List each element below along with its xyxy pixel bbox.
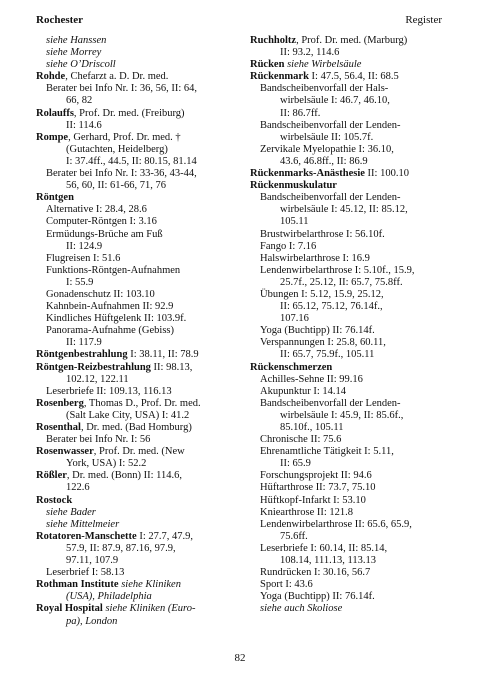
- index-subentry-line: [36, 325, 241, 337]
- index-subentry-line: [36, 83, 241, 95]
- locator-text: 57.9, II: 87.9, 87.16, 97.9,: [66, 542, 176, 554]
- index-subentry-line: [250, 144, 446, 156]
- index-subentry-line: [36, 204, 241, 216]
- cross-reference: pa), London: [66, 615, 118, 627]
- locator-text: II: 98.13,: [150, 361, 193, 373]
- locator-text: I: 38.11, II: 78.9: [127, 349, 199, 361]
- index-entry-line: [36, 603, 241, 615]
- locator-text: II: 117.9: [66, 337, 102, 349]
- locator-text: Ermüdungs-Brüche am Fuß: [46, 228, 163, 240]
- cross-reference: siehe Morrey: [46, 47, 102, 59]
- locator-text: Achilles-Sehne II: 99.16: [260, 373, 363, 385]
- index-column-left: [36, 35, 241, 628]
- locator-text: 85.10f., 105.11: [280, 422, 344, 433]
- locator-text: Kindliches Hüftgelenk II: 103.9f.: [46, 313, 187, 325]
- index-subentry-line: [36, 216, 241, 228]
- locator-text: Chronische II: 75.6: [260, 434, 342, 446]
- index-subentry-line: [250, 132, 446, 144]
- index-term: Rückenmark: [250, 71, 309, 83]
- index-subentry-line: [250, 531, 446, 543]
- locator-text: 25.7f., 25.12, II: 65.7, 75.8ff.: [280, 276, 403, 288]
- index-entry-line: [36, 108, 241, 120]
- index-entry-line: [36, 422, 241, 434]
- running-head-section: Register: [405, 14, 442, 26]
- index-subentry-line: [36, 337, 241, 349]
- running-head: [36, 14, 442, 30]
- locator-text: 108.14, 111.13, 113.13: [280, 555, 376, 567]
- index-subentry-line: [36, 591, 241, 603]
- locator-text: , Dr. med. (Bonn) II: 114.6,: [66, 470, 183, 482]
- index-subentry-line: [36, 374, 241, 386]
- locator-text: Bandscheibenvorfall der Lenden-: [260, 119, 401, 131]
- index-subentry-line: [36, 519, 241, 531]
- locator-text: 43.6, 46.8ff., II: 86.9: [280, 155, 368, 167]
- locator-text: II: 65.7, 75.9f., 105.11: [280, 349, 375, 361]
- index-subentry-line: [250, 337, 446, 349]
- locator-text: 105.11: [280, 216, 309, 228]
- index-subentry-line: [36, 507, 241, 519]
- locator-text: Kniearthrose II: 121.8: [260, 506, 354, 518]
- index-entry-line: [36, 531, 241, 543]
- index-subentry-line: [250, 482, 446, 494]
- locator-text: Rundrücken I: 30.16, 56.7: [260, 567, 371, 579]
- locator-text: II: 124.9: [66, 240, 103, 252]
- index-term: Rückenschmerzen: [250, 361, 333, 373]
- locator-text: , Chefarzt a. D. Dr. med.: [65, 71, 169, 83]
- locator-text: Computer-Röntgen I: 3.16: [46, 216, 157, 228]
- locator-text: York, USA) I: 52.2: [66, 458, 147, 470]
- index-entry-line: [36, 470, 241, 482]
- index-subentry-line: [36, 555, 241, 567]
- index-subentry-line: [250, 422, 446, 434]
- index-subentry-line: [250, 265, 446, 277]
- locator-text: II: 93.2, 114.6: [280, 47, 340, 59]
- index-subentry-line: [250, 349, 446, 361]
- index-entry-line: [250, 35, 446, 47]
- locator-text: Sport I: 43.6: [260, 579, 313, 591]
- index-term: Royal Hospital: [36, 603, 103, 615]
- index-subentry-line: [250, 495, 446, 507]
- index-subentry-line: [36, 265, 241, 277]
- locator-text: Yoga (Buchtipp) II: 76.14f.: [260, 325, 375, 337]
- locator-text: Bandscheibenvorfall der Hals-: [260, 83, 389, 95]
- locator-text: Übungen I: 5.12, 15.9, 25.12,: [260, 288, 384, 300]
- locator-text: Berater bei Info Nr. I: 56: [46, 434, 151, 446]
- locator-text: 107.16: [280, 313, 309, 325]
- index-term: Ruchholtz: [250, 35, 297, 46]
- cross-reference: siehe Wirbelsäule: [284, 59, 362, 71]
- cross-reference: siehe Kliniken (Euro-: [102, 603, 196, 615]
- locator-text: , Dr. med. (Bad Homburg): [80, 422, 192, 433]
- cross-reference: siehe Bader: [46, 506, 96, 518]
- index-subentry-line: [36, 386, 241, 398]
- index-subentry-line: [36, 120, 241, 132]
- locator-text: Bandscheibenvorfall der Lenden-: [260, 192, 401, 204]
- index-term: Rompe: [36, 131, 69, 143]
- locator-text: II: 86.7ff.: [280, 107, 321, 119]
- locator-text: I: 37.4ff., 44.5, II: 80.15, 81.14: [66, 155, 197, 167]
- locator-text: II: 100.10: [364, 168, 409, 180]
- locator-text: wirbelsäule I: 45.12, II: 85.12,: [280, 204, 408, 216]
- index-column-right: [250, 35, 446, 616]
- locator-text: Hüftkopf-Infarkt I: 53.10: [260, 494, 366, 506]
- index-subentry-line: [250, 410, 446, 422]
- locator-text: Yoga (Buchtipp) II: 76.14f.: [260, 591, 375, 603]
- index-subentry-line: [36, 410, 241, 422]
- index-entry-line: [250, 168, 446, 180]
- locator-text: Flugreisen I: 51.6: [46, 252, 121, 264]
- index-term: Röntgen-Reizbestrahlung: [36, 361, 151, 373]
- locator-text: 75.6ff.: [280, 530, 308, 542]
- index-term: Rothman Institute: [36, 579, 119, 591]
- index-subentry-line: [36, 277, 241, 289]
- index-subentry-line: [250, 398, 446, 410]
- locator-text: Bandscheibenvorfall der Lenden-: [260, 397, 401, 409]
- index-subentry-line: [250, 470, 446, 482]
- locator-text: Gonadenschutz II: 103.10: [46, 288, 155, 300]
- index-subentry-line: [250, 507, 446, 519]
- locator-text: Lendenwirbelarthrose II: 65.6, 65.9,: [260, 518, 412, 530]
- index-subentry-line: [250, 241, 446, 253]
- locator-text: Zervikale Myelopathie I: 36.10,: [260, 143, 394, 155]
- index-subentry-line: [250, 289, 446, 301]
- index-term: Röntgen: [36, 192, 74, 204]
- locator-text: Leserbriefe II: 109.13, 116.13: [46, 385, 172, 397]
- index-entry-line: [250, 180, 446, 192]
- index-subentry-line: [36, 543, 241, 555]
- index-subentry-line: [36, 144, 241, 156]
- index-subentry-line: [36, 156, 241, 168]
- locator-text: wirbelsäule II: 105.7f.: [280, 131, 374, 143]
- cross-reference: siehe Mittelmeier: [46, 518, 120, 530]
- locator-text: Akupunktur I: 14.14: [260, 385, 347, 397]
- index-term: Rosenthal: [36, 422, 81, 433]
- index-subentry-line: [36, 229, 241, 241]
- locator-text: wirbelsäule I: 45.9, II: 85.6f.,: [280, 409, 404, 421]
- locator-text: (Salt Lake City, USA) I: 41.2: [66, 409, 190, 421]
- index-subentry-line: [250, 83, 446, 95]
- index-subentry-line: [36, 35, 241, 47]
- index-subentry-line: [250, 579, 446, 591]
- index-entry-line: [36, 495, 241, 507]
- index-subentry-line: [250, 95, 446, 107]
- index-entry-line: [36, 349, 241, 361]
- index-subentry-line: [250, 325, 446, 337]
- locator-text: Berater bei Info Nr. I: 36, 56, II: 64,: [46, 83, 198, 95]
- locator-text: Hüftarthrose II: 73.7, 75.10: [260, 482, 376, 494]
- page-number: 82: [234, 652, 246, 664]
- index-subentry-line: [250, 374, 446, 386]
- index-subentry-line: [36, 289, 241, 301]
- locator-text: I: 47.5, 56.4, II: 68.5: [308, 71, 399, 83]
- index-subentry-line: [36, 47, 241, 59]
- index-subentry-line: [250, 47, 446, 59]
- cross-reference: (USA), Philadelphia: [66, 591, 152, 603]
- locator-text: I: 27.7, 47.9,: [136, 530, 193, 542]
- index-term: Rückenmarks-Anästhesie: [250, 168, 365, 180]
- locator-text: 102.12, 122.11: [66, 373, 129, 385]
- locator-text: II: 65.12, 75.12, 76.14f.,: [280, 301, 383, 313]
- index-subentry-line: [250, 591, 446, 603]
- index-subentry-line: [250, 519, 446, 531]
- index-subentry-line: [36, 180, 241, 192]
- index-subentry-line: [250, 204, 446, 216]
- index-entry-line: [36, 362, 241, 374]
- index-subentry-line: [250, 446, 446, 458]
- locator-text: Panorama-Aufnahme (Gebiss): [46, 325, 174, 337]
- index-subentry-line: [250, 567, 446, 579]
- index-subentry-line: [36, 482, 241, 494]
- index-entry-line: [36, 132, 241, 144]
- index-subentry-line: [36, 168, 241, 180]
- index-term: Rotatoren-Manschette: [36, 530, 137, 542]
- index-term: Rosenwasser: [36, 446, 94, 458]
- cross-reference: siehe O’Driscoll: [46, 59, 116, 71]
- locator-text: Brustwirbelarthrose I: 56.10f.: [260, 228, 385, 240]
- locator-text: Berater bei Info Nr. I: 33-36, 43-44,: [46, 168, 197, 180]
- locator-text: Leserbriefe I: 60.14, II: 85.14,: [260, 542, 388, 554]
- running-head-keyword: Rochester: [36, 14, 84, 26]
- index-subentry-line: [250, 543, 446, 555]
- index-subentry-line: [250, 458, 446, 470]
- locator-text: II: 114.6: [66, 119, 102, 131]
- locator-text: Funktions-Röntgen-Aufnahmen: [46, 264, 181, 276]
- index-term: Rößler: [36, 470, 67, 482]
- locator-text: Halswirbelarthrose I: 16.9: [260, 252, 370, 264]
- locator-text: Verspannungen I: 25.8, 60.11,: [260, 337, 386, 349]
- index-entry-line: [36, 579, 241, 591]
- index-subentry-line: [250, 192, 446, 204]
- index-subentry-line: [250, 555, 446, 567]
- index-subentry-line: [36, 567, 241, 579]
- locator-text: , Prof. Dr. med. (Marburg): [296, 35, 408, 46]
- locator-text: II: 65.9: [280, 458, 311, 470]
- index-subentry-line: [250, 301, 446, 313]
- index-term: Rolauffs: [36, 107, 74, 119]
- locator-text: Ehrenamtliche Tätigkeit I: 5.11,: [260, 446, 394, 458]
- cross-reference: siehe Hanssen: [46, 35, 107, 46]
- index-entry-line: [250, 362, 446, 374]
- cross-reference: siehe Kliniken: [118, 579, 181, 591]
- locator-text: 66, 82: [66, 95, 93, 107]
- index-entry-line: [250, 71, 446, 83]
- locator-text: , Gerhard, Prof. Dr. med. †: [68, 131, 181, 143]
- index-subentry-line: [250, 108, 446, 120]
- locator-text: Forschungsprojekt II: 94.6: [260, 470, 372, 482]
- locator-text: , Prof. Dr. med. (New: [93, 446, 185, 458]
- index-subentry-line: [250, 120, 446, 132]
- index-term: Röntgenbestrahlung: [36, 349, 128, 361]
- locator-text: 56, 60, II: 61-66, 71, 76: [66, 180, 167, 192]
- index-subentry-line: [250, 434, 446, 446]
- locator-text: wirbelsäule I: 46.7, 46.10,: [280, 95, 390, 107]
- index-term: Rückenmuskulatur: [250, 180, 337, 192]
- index-subentry-line: [36, 95, 241, 107]
- locator-text: Alternative I: 28.4, 28.6: [46, 204, 147, 216]
- index-subentry-line: [36, 301, 241, 313]
- locator-text: I: 55.9: [66, 276, 94, 288]
- index-subentry-line: [36, 458, 241, 470]
- index-entry-line: [36, 71, 241, 83]
- index-term: Rohde: [36, 71, 66, 83]
- index-subentry-line: [36, 313, 241, 325]
- index-subentry-line: [36, 59, 241, 71]
- index-term: Rostock: [36, 494, 73, 506]
- index-subentry-line: [250, 216, 446, 228]
- index-entry-line: [250, 59, 446, 71]
- index-term: Rücken: [250, 59, 285, 71]
- locator-text: 122.6: [66, 482, 90, 494]
- locator-text: 97.11, 107.9: [66, 555, 119, 567]
- index-subentry-line: [36, 616, 241, 628]
- cross-reference: siehe auch Skoliose: [260, 603, 343, 615]
- index-subentry-line: [250, 313, 446, 325]
- index-subentry-line: [250, 277, 446, 289]
- locator-text: Leserbrief I: 58.13: [46, 567, 125, 579]
- index-subentry-line: [36, 434, 241, 446]
- index-term: Rosenberg: [36, 397, 84, 409]
- index-entry-line: [36, 192, 241, 204]
- index-subentry-line: [250, 156, 446, 168]
- locator-text: Fango I: 7.16: [260, 240, 317, 252]
- index-subentry-line: [36, 253, 241, 265]
- index-subentry-line: [250, 603, 446, 615]
- index-entry-line: [36, 398, 241, 410]
- locator-text: Kahnbein-Aufnahmen II: 92.9: [46, 301, 174, 313]
- locator-text: , Thomas D., Prof. Dr. med.: [83, 397, 201, 409]
- index-subentry-line: [36, 241, 241, 253]
- index-subentry-line: [250, 229, 446, 241]
- locator-text: Lendenwirbelarthrose I: 5.10f., 15.9,: [260, 264, 415, 276]
- index-subentry-line: [250, 386, 446, 398]
- locator-text: (Gutachten, Heidelberg): [66, 143, 168, 155]
- index-subentry-line: [250, 253, 446, 265]
- index-entry-line: [36, 446, 241, 458]
- locator-text: , Prof. Dr. med. (Freiburg): [73, 107, 185, 119]
